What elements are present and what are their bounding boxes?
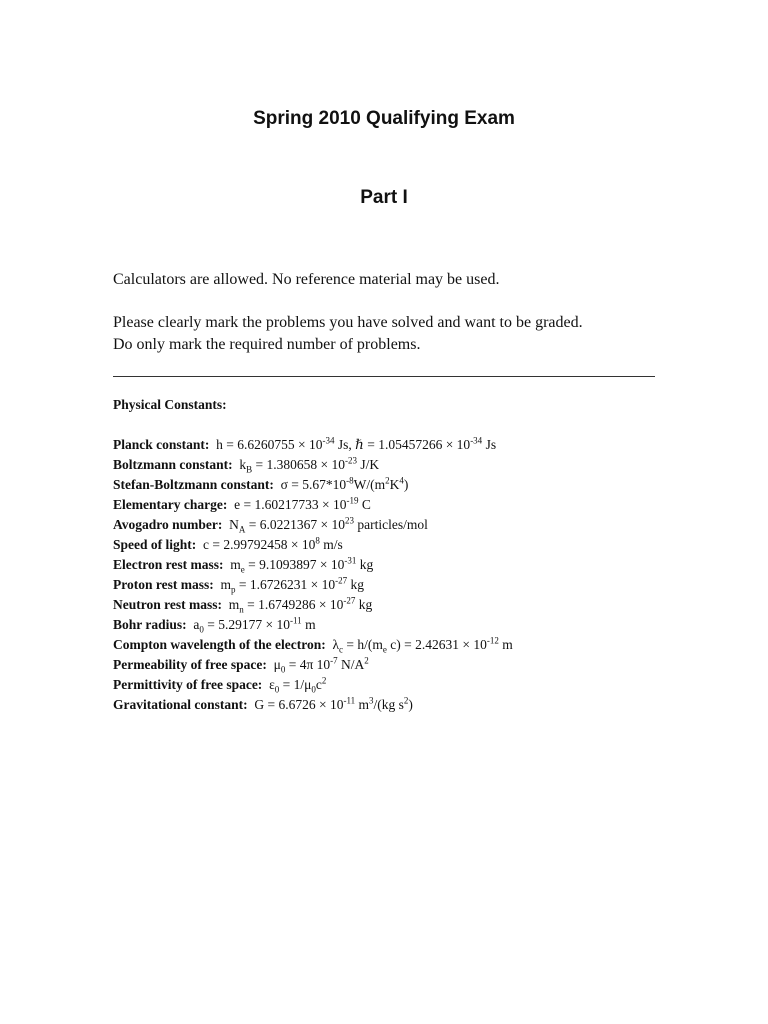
constant-value: $\varepsilon_0 = 1/\mu_0c^2$ <box>262 675 327 695</box>
constant-value: $a_0 = 5.29177 \times 10^{-11}$ m <box>186 615 316 635</box>
constant-label: Elementary charge: <box>113 497 228 512</box>
constants-list <box>113 435 513 715</box>
constant-label: Neutron rest mass: <box>113 597 222 612</box>
constant-label: Bohr radius: <box>113 617 187 632</box>
constant-value: $m_n = 1.6749286 \times 10^{-27}$ kg <box>222 595 373 615</box>
constant-label: Permeability of free space: <box>113 657 267 672</box>
constant-value: $G = 6.6726 \times 10^{-11}$ $m^3/(kg$ $s^2$) <box>247 695 413 712</box>
constant-line <box>113 615 513 635</box>
constant-value: $k_B = 1.380658 \times 10^{-23}$ J/K <box>232 455 380 475</box>
instruction-calculators: Calculators are allowed. No reference material may be used. <box>113 271 500 288</box>
constant-value: $e = 1.60217733 \times 10^{-19}$ C <box>227 495 371 512</box>
constant-line <box>113 675 513 695</box>
constant-label: Proton rest mass: <box>113 577 214 592</box>
constant-label: Permittivity of free space: <box>113 677 263 692</box>
constant-label: Speed of light: <box>113 537 197 552</box>
constant-line <box>113 535 513 555</box>
constant-label: Stefan-Boltzmann constant: <box>113 477 274 492</box>
physical-constants-section <box>113 395 513 715</box>
constant-line <box>113 695 513 715</box>
constant-label: Electron rest mass: <box>113 557 224 572</box>
constant-label: Boltzmann constant: <box>113 457 233 472</box>
part-heading: Part I <box>360 187 408 208</box>
horizontal-divider <box>113 376 655 377</box>
instruction-required-number: Do only mark the required number of problems. <box>113 336 421 353</box>
constant-label: Compton wavelength of the electron: <box>113 637 326 652</box>
constant-value: $N_A = 6.0221367 \times 10^{23}$ particles/mol <box>222 515 428 535</box>
constant-label: Planck constant: <box>113 437 210 452</box>
constant-value: $c = 2.99792458 \times 10^8$ m/s <box>196 535 343 552</box>
constant-value: $m_e = 9.1093897 \times 10^{-31}$ kg <box>223 555 374 575</box>
constant-value: $m_p = 1.6726231 \times 10^{-27}$ kg <box>213 575 364 595</box>
constant-line <box>113 655 513 675</box>
constant-line <box>113 555 513 575</box>
constant-value: $\lambda_c = h/(m_e$ $c) = 2.42631 \times 10^{-12}$ m <box>325 635 513 655</box>
constant-line <box>113 515 513 535</box>
constant-line <box>113 435 513 455</box>
constant-line <box>113 595 513 615</box>
constant-value: $\mu_0 = 4\pi$ $10^{-7}$ $N/A^2$ <box>266 655 369 675</box>
constant-line <box>113 575 513 595</box>
constant-value: $h = 6.6260755 \times 10^{-34}$ Js, ℏ = $1.05457266 \times 10^{-34}$ Js <box>209 435 497 452</box>
constant-line <box>113 455 513 475</box>
constant-label: Gravitational constant: <box>113 697 248 712</box>
constants-heading: Physical Constants: <box>113 397 227 412</box>
constant-line <box>113 495 513 515</box>
constant-value: $\sigma = 5.67*10^{-8}W/(m^2K^4)$ <box>273 475 409 492</box>
page-title: Spring 2010 Qualifying Exam <box>253 108 515 129</box>
constant-line <box>113 475 513 495</box>
constant-line <box>113 635 513 655</box>
constant-label: Avogadro number: <box>113 517 223 532</box>
instruction-mark-problems: Please clearly mark the problems you have solved and want to be graded. <box>113 314 583 331</box>
